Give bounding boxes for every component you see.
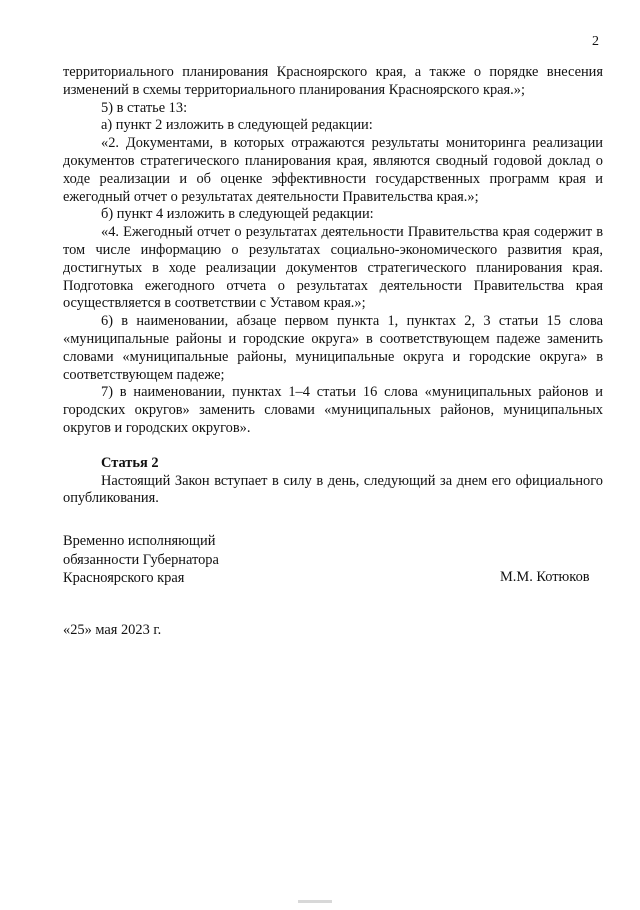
signature-title-line-1: Временно исполняющий (63, 533, 216, 549)
article-2-heading: Статья 2 (101, 454, 159, 471)
document-body (63, 64, 603, 508)
signature-title-line-2: обязанности Губернатора (63, 551, 219, 568)
paragraph-item-5: 5) в статье 13: (101, 99, 188, 116)
page-number: 2 (592, 34, 599, 49)
paragraph-subitem-b: б) пункт 4 изложить в следующей редакции: (101, 206, 374, 223)
signature-title-line-3: Красноярского края (63, 570, 185, 586)
paragraph-item-6: 6) в наименовании, абзаце первом пункта 1, пунктах 2, 3 статьи 15 слова «муниципальные районы и городские округа» в соответствующем падеже заменить словами «муниципальные районы, муниципальные округа и городские округа» в соответствующем падеже; (63, 313, 603, 383)
paragraph-subitem-a: а) пункт 2 изложить в следующей редакции: (101, 117, 373, 134)
signer-name: М.М. Котюков (500, 569, 590, 585)
paragraph-item-7: 7) в наименовании, пунктах 1–4 статьи 16 слова «муниципальных районов и городских округов» заменить словами «муниципальных районов, муниципальных округов и городских округов». (63, 384, 603, 436)
paragraph-continuation: территориального планирования Красноярского края, а также о порядке внесения изменений в схемы территориального планирования Красноярского края.»; (63, 64, 603, 98)
paragraph-quote-point-4: «4. Ежегодный отчет о результатах деятельности Правительства края содержит в том числе информацию о результатах социально-экономического развития края, достигнутых в ходе реализации документов стратегического планирования края. Подготовка ежегодного отчета о результатах деятельности Правительства края осуществляется в соответствии с Уставом края.»; (63, 224, 603, 312)
article-2-text: Настоящий Закон вступает в силу в день, следующий за днем его официального опубликования. (63, 472, 603, 507)
scan-artifact (298, 900, 332, 903)
signing-date: «25» мая 2023 г. (63, 622, 162, 638)
paragraph-quote-point-2: «2. Документами, в которых отражаются результаты мониторинга реализации документов стратегического планирования края, являются сводный годовой доклад о ходе реализации и об оценке эффективности государственных программ края и ежегодный отчет о результатах деятельности Правительства края.»; (63, 135, 603, 205)
